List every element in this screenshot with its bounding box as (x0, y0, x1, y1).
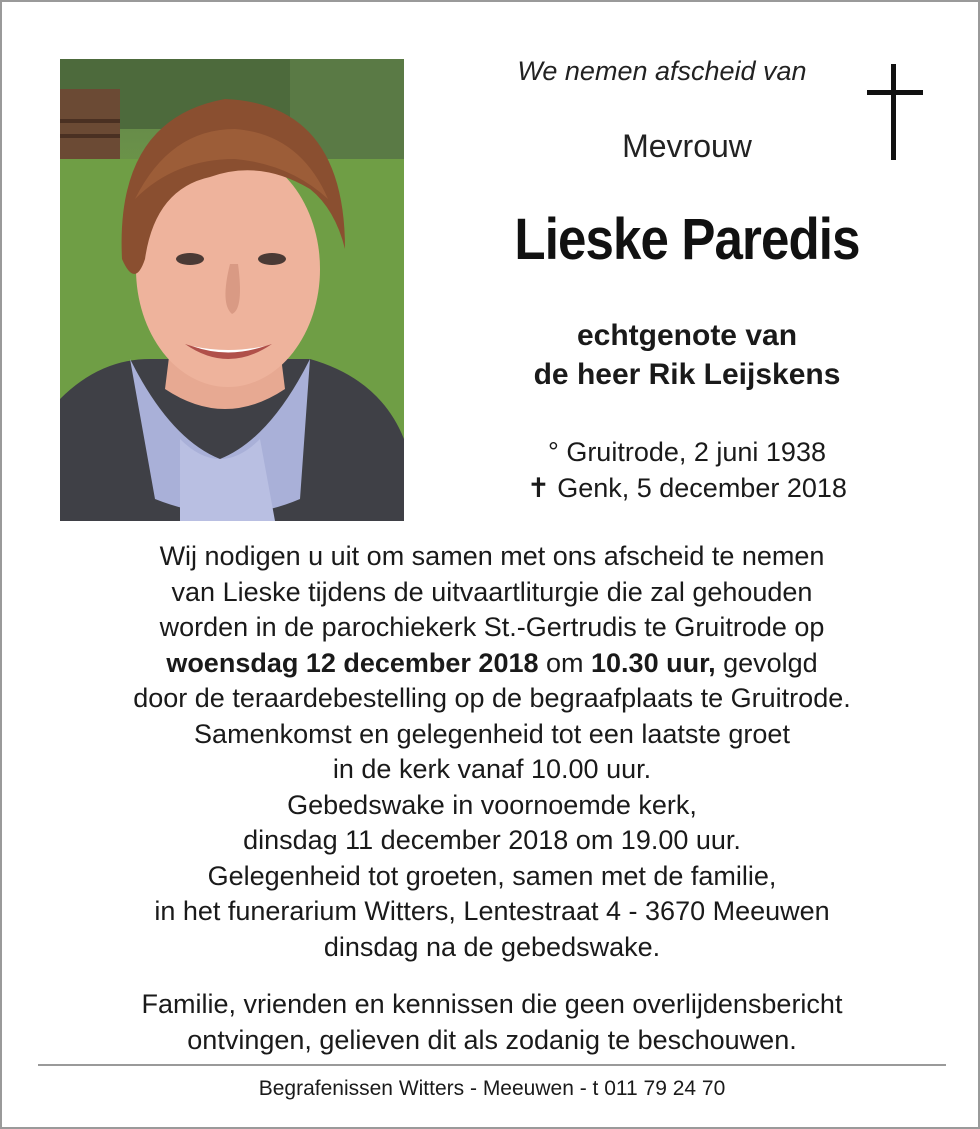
body-line: worden in de parochiekerk St.-Gertrudis te Gruitrode op (159, 612, 825, 642)
body-line: Gebedswake in voornoemde kerk, (287, 789, 697, 820)
body-connector: om (538, 647, 592, 678)
body-line: Samenkomst en gelegenheid tot een laatste groet (194, 718, 790, 749)
spouse-block (432, 316, 942, 394)
body-line: in de kerk vanaf 10.00 uur. (332, 754, 652, 784)
body-line: door de teraardebestelling op de begraafplaats te Gruitrode. (133, 683, 851, 713)
body-connector: gevolgd (715, 647, 818, 678)
body-line: dinsdag 11 december 2018 om 19.00 uur. (243, 825, 741, 855)
body-line: Gelegenheid tot groeten, samen met de familie, (207, 860, 777, 891)
divider (38, 1064, 946, 1066)
portrait-photo (60, 59, 404, 521)
funeral-date: woensdag 12 december 2018 (166, 647, 539, 678)
dates-block (432, 434, 942, 506)
intro-line: We nemen afscheid van (517, 56, 807, 86)
honorific-title: Mevrouw (622, 128, 752, 164)
ceremony-details (32, 539, 952, 965)
body-line: van Lieske tijdens de uitvaartliturgie die zal gehouden (171, 576, 813, 607)
spouse-line-1: echtgenote van (576, 319, 798, 352)
birth-date: ° Gruitrode, 2 juni 1938 (548, 437, 826, 467)
death-date: ✝ Genk, 5 december 2018 (527, 473, 847, 503)
closing-note (32, 987, 952, 1058)
portrait-illustration (60, 59, 404, 521)
funeral-time: 10.30 uur, (591, 647, 716, 678)
deceased-name: Lieske Paredis (514, 207, 860, 272)
funeral-home-footer: Begrafenissen Witters - Meeuwen - t 011 79 24 70 (258, 1077, 726, 1100)
closing-line: Familie, vrienden en kennissen die geen overlijdensbericht (141, 989, 843, 1019)
body-line: dinsdag na de gebedswake. (323, 931, 661, 962)
body-line: Wij nodigen u uit om samen met ons afscheid te nemen (159, 541, 825, 571)
closing-line: ontvingen, gelieven dit als zodanig te beschouwen. (187, 1024, 797, 1055)
body-line-date (32, 646, 952, 682)
spouse-line-2: de heer Rik Leijskens (533, 358, 841, 391)
body-line: in het funerarium Witters, Lentestraat 4 - 3670 Meeuwen (154, 896, 830, 926)
